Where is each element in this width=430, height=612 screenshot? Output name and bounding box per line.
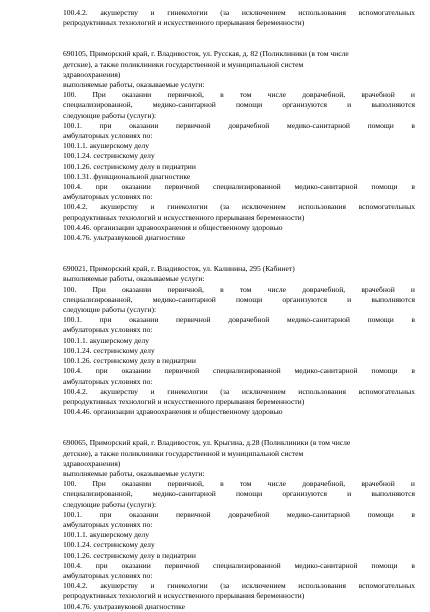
text-line: амбулаторных условиях по: — [63, 570, 153, 580]
text-line: 100.4.2. акушерству и гинекологии (за исключением использования вспомогательных — [63, 386, 415, 396]
address-line: 690021, Приморский край, г. Владивосток, ул. Калинина, 295 (Кабинет) — [63, 264, 295, 274]
continued-section — [63, 8, 415, 28]
text-line: 100.4.2. акушерству и гинекологии (за исключением использования вспомогательных — [63, 581, 415, 591]
text-line: 100.4. при оказании первичной специализированной медико-санитарной помощи в — [63, 560, 415, 570]
text-line: здравоохранения) — [63, 458, 121, 468]
text-line: 100.1.1. акушерскому делу — [63, 335, 149, 345]
text-line: 100.1. при оказании первичной доврачебной медико-санитарной помощи в — [63, 120, 415, 130]
text-line: 100.1. при оказании первичной доврачебной медико-санитарной помощи в — [63, 315, 415, 325]
text-line: 100. При оказании первичной, в том числе доврачебной, врачебной и — [63, 284, 415, 294]
section-spacer — [63, 417, 415, 438]
text-line: 100. При оказании первичной, в том числе доврачебной, врачебной и — [63, 479, 415, 489]
text-line: выполняемые работы, оказываемые услуги: — [63, 80, 205, 90]
address-line: 690065, Приморский край, г. Владивосток, ул. Крыгина, д.28 (Поликлиники (в том числе — [63, 438, 351, 448]
text-line: репродуктивных технологий и искусственного прерывания беременности) — [63, 591, 305, 601]
text-line: репродуктивных технологий и искусственного прерывания беременности) — [63, 18, 305, 28]
text-line: амбулаторных условиях по: — [63, 192, 153, 202]
address-section — [63, 438, 415, 611]
text-line: амбулаторных условиях по: — [63, 131, 153, 141]
text-line: выполняемые работы, оказываемые услуги: — [63, 274, 205, 284]
text-line: детские), а также поликлиники государственной и муниципальной систем — [63, 448, 304, 458]
text-line: 100.1.24. сестринскому делу — [63, 345, 155, 355]
text-line: 100. При оказании первичной, в том числе доврачебной, врачебной и — [63, 90, 415, 100]
text-line: 100.4.2. акушерству и гинекологии (за исключением использования вспомогательных — [63, 8, 415, 17]
text-line: амбулаторных условиях по: — [63, 519, 153, 529]
text-line: следующие работы (услуги): — [63, 305, 157, 315]
text-line: 100.1.31. функциональной диагностике — [63, 171, 191, 181]
text-line: 100.1.26. сестринскому делу в педиатрии — [63, 550, 196, 560]
text-line: 100.1.26. сестринскому делу в педиатрии — [63, 356, 196, 366]
text-line: здравоохранения) — [63, 69, 121, 79]
text-line: 100.1.1. акушерскому делу — [63, 530, 149, 540]
address-line: 690105, Приморский край, г. Владивосток, ул. Русская, д. 82 (Поликлиники (в том числе — [63, 49, 349, 59]
text-line: следующие работы (услуги): — [63, 499, 157, 509]
text-line: детские), а также поликлиники государственной и муниципальной систем — [63, 59, 304, 69]
section-spacer — [63, 28, 415, 49]
text-line: выполняемые работы, оказываемые услуги: — [63, 468, 205, 478]
text-line: специализированной, медико-санитарной помощи организуются и выполняются — [63, 294, 415, 304]
section-spacer — [63, 243, 415, 264]
address-section — [63, 264, 415, 417]
text-line: 100.4.46. организации здравоохранения и общественному здоровью — [63, 407, 283, 417]
text-line: амбулаторных условиях по: — [63, 325, 153, 335]
text-line: 100.4.2. акушерству и гинекологии (за исключением использования вспомогательных — [63, 202, 415, 212]
text-line: амбулаторных условиях по: — [63, 376, 153, 386]
text-line: репродуктивных технологий и искусственного прерывания беременности) — [63, 396, 305, 406]
text-line: специализированной, медико-санитарной помощи организуются и выполняются — [63, 100, 415, 110]
text-line: 100.4. при оказании первичной специализированной медико-санитарной помощи в — [63, 366, 415, 376]
text-line: 100.4.76. ультразвуковой диагностике — [63, 601, 185, 611]
text-line: репродуктивных технологий и искусственного прерывания беременности) — [63, 212, 305, 222]
text-line: 100.1. при оказании первичной доврачебной медико-санитарной помощи в — [63, 509, 415, 519]
text-line: следующие работы (услуги): — [63, 110, 157, 120]
text-line: 100.4.76. ультразвуковой диагностике — [63, 233, 185, 243]
text-line: 100.1.24. сестринскому делу — [63, 151, 155, 161]
text-line: 100.1.1. акушерскому делу — [63, 141, 149, 151]
text-line: 100.4.46. организации здравоохранения и общественному здоровью — [63, 222, 283, 232]
text-line: 100.1.26. сестринскому делу в педиатрии — [63, 161, 196, 171]
text-line: 100.4. при оказании первичной специализированной медико-санитарной помощи в — [63, 182, 415, 192]
address-section — [63, 49, 415, 243]
text-line: 100.1.24. сестринскому делу — [63, 540, 155, 550]
document-page — [63, 8, 415, 612]
text-line: специализированной, медико-санитарной помощи организуются и выполняются — [63, 489, 415, 499]
